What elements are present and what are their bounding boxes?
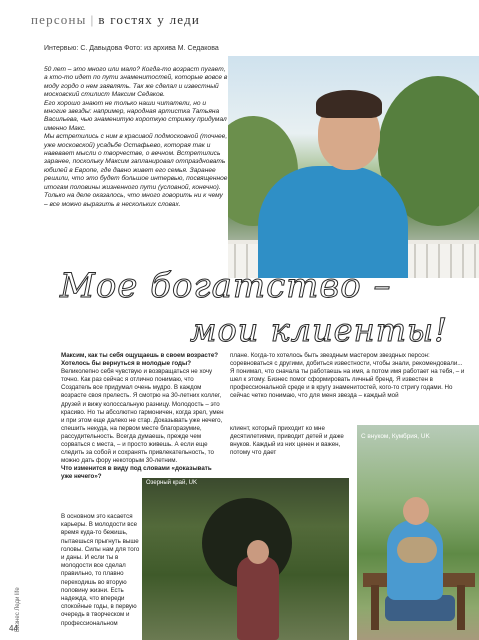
- body-column-1-continued: [61, 513, 141, 628]
- person-shirt: [258, 166, 408, 278]
- photo-caption: Озерный край, UK: [146, 480, 197, 486]
- article-credits: Интервью: С. Давыдова Фото: из архива М. Седакова: [44, 45, 219, 52]
- answer-continued: клиент, который приходит ко мне десятилетиями, приводит детей и даже внуков. Каждый из них ценен и важен, потому что дает: [230, 425, 344, 457]
- grandson-photo: [357, 425, 479, 640]
- section-header: [31, 12, 200, 28]
- section-name: персоны: [31, 12, 87, 27]
- answer: Великолепно себя чувствую и возвращаться не хочу точно. Как раз сейчас я отлично понимаю, что Создатель все придумал очень мудро. В каждом возрасте своя прелесть. Я смотрю на 30-летних коллег, друзей и вижу колоссальную разницу. Молодость – это красиво. Но ты абсолютно гармоничен, когда зрел, умен и при этом еще далеко не стар. Доказывать уже нечего, спешить некуда, на первом месте благоразумие, рассудительность. Всегда думаешь, прежде чем сорваться с места, – и просто живешь. А если еще следить за собой и сохранять привлекательность, то можно дать фору некоторым 30-летним.: [61, 368, 224, 465]
- cave-photo: [142, 478, 349, 640]
- intro-paragraph: Мы встретились с ним в красивой подмосковной (точнее, уже московской) усадьбе Остафьево, которая так и навевает мысли о творчестве, о вечном. Встретились заранее, поскольку Максим запланировал отпраздновать юбилей в Европе, где давно живет его семья. Заранее решили, что это будет большое интервью, посвященное итогам половины жизненного пути (условной, конечно). Только на деле оказалось, что много говорить ни к чему – все можно выразить в нескольких словах.: [44, 133, 228, 208]
- body-column-2: [230, 352, 468, 401]
- dog-shape: [397, 537, 437, 563]
- question: Что изменится в виду под словами «доказывать уже нечего»?: [61, 465, 212, 481]
- subsection-name: в гостях у леди: [98, 12, 201, 27]
- answer: В основном это касается карьеры. В молодости все время куда-то бежишь, пытаешься прыгнуть выше головы. Силы нам для того и даны. И если ты в молодости все сделал правильно, то плавно переходишь во вторую половину жизни. Есть надежда, что впереди спокойные годы, в первую очередь в творческом и профессиональном: [61, 513, 140, 627]
- person-head: [247, 540, 269, 564]
- photo-caption: С внуком, Кумбрия, UK: [361, 433, 430, 440]
- intro-paragraph: 50 лет – это много или мало? Когда-то возраст пугает, а кто-то идет по пути знаменитостей, которые вовсе в моду гордо о нем заявлять. Так же сделал и известный московский стилист Максим Седаков.: [44, 66, 228, 99]
- bench-leg: [457, 585, 465, 630]
- person-jacket: [237, 556, 279, 640]
- magazine-side-label: Бизнес Леди life: [15, 587, 21, 632]
- question: Максим, как ты себя ощущаешь в своем возрасте? Хотелось бы вернуться в молодые годы?: [61, 352, 219, 368]
- headline-line-2: мои клиенты!: [190, 311, 448, 349]
- hero-photo: [228, 56, 479, 278]
- header-divider: |: [90, 12, 95, 27]
- answer-continued: плане. Когда-то хотелось быть звездным мастером звездных персон: соревноваться с другими, добиться известности, чтобы знали, рекомендовали... Я понимал, что сначала ты работаешь на имя, а потом имя работает на тебя, – и шел к этому. Бизнес помог сформировать личный бренд. Я известен в профессиональной среде и в кругу знаменитостей, кого-то стригу годами. Но сейчас четко понимаю, что для меня звезда – каждый мой: [230, 352, 465, 400]
- headline-line-1: Мое богатство –: [60, 266, 392, 306]
- intro-paragraph: Его хорошо знают не только наши читатели, но и многие звезды: например, народная артистка Татьяна Васильева, чью знаменитую короткую стрижку придумал именно Макс.: [44, 99, 227, 132]
- page-number: 44: [9, 624, 18, 633]
- body-column-1: [61, 352, 224, 482]
- bench-leg: [371, 585, 379, 630]
- person-hair: [316, 90, 382, 118]
- body-column-2-continued: [230, 425, 350, 457]
- person-head: [403, 497, 429, 525]
- intro-text: [44, 66, 228, 209]
